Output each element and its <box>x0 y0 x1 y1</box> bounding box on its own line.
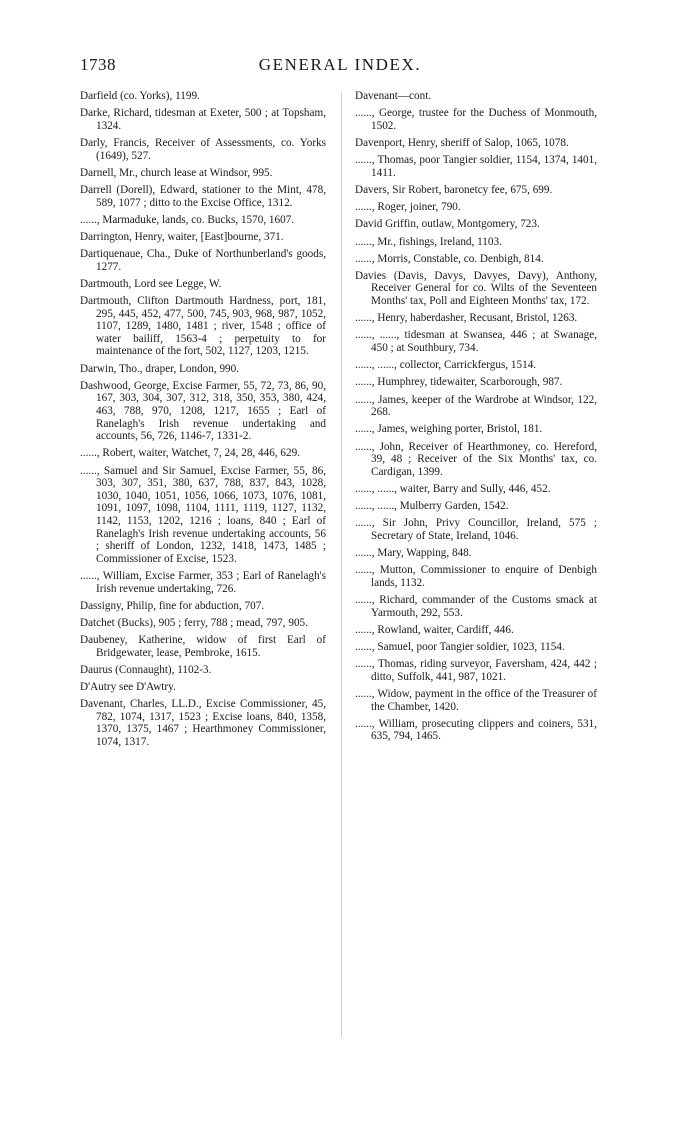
index-entry: ......, Rowland, waiter, Cardiff, 446. <box>355 623 514 636</box>
right-column <box>355 90 597 748</box>
index-entry: ......, ......, Mulberry Garden, 1542. <box>355 500 509 513</box>
index-entry: D'Autry see D'Awtry. <box>80 681 176 694</box>
index-entry: Darrington, Henry, waiter, [East]bourne, 371. <box>80 230 284 243</box>
index-entry: Darwin, Tho., draper, London, 990. <box>80 362 240 375</box>
index-entry: ......, James, weighing porter, Bristol, 181. <box>355 423 543 436</box>
index-entry: ......, William, prosecuting clippers and coiners, 531, 635, 794, 1465. <box>355 717 597 743</box>
index-entry: ......, Robert, waiter, Watchet, 7, 24, 28, 446, 629. <box>80 447 300 460</box>
index-entry: ......, Mr., fishings, Ireland, 1103. <box>355 235 502 248</box>
index-entry: Dashwood, George, Excise Farmer, 55, 72, 73, 86, 90, 167, 303, 304, 307, 312, 318, 350, 353, 380, 424, 463, 788, 970, 1208, 1217, 1655 ; Earl of Ranelagh's Irish revenue undertaking and accounts, 56, 726, 1146-7, 1331-2. <box>80 379 326 443</box>
index-entry: ......, ......, tidesman at Swansea, 446 ; at Swanage, 450 ; at Southbury, 734. <box>355 329 597 355</box>
index-entry: Darnell, Mr., church lease at Windsor, 995. <box>80 166 273 179</box>
index-entry: ......, ......, waiter, Barry and Sully, 446, 452. <box>355 482 551 495</box>
index-entry: ......, Mutton, Commissioner to enquire of Denbigh lands, 1132. <box>355 564 597 589</box>
index-entry: Dartmouth, Clifton Dartmouth Hardness, port, 181, 295, 445, 452, 477, 500, 745, 903, 968, 987, 1052, 1107, 1289, 1480, 1481 ; river, 1548 ; office of water bailiff, 1563-4 ; perpetuity to for maintenance of the fort, 502, 1127, 1203, 1215. <box>80 295 326 358</box>
index-entry: Davies (Davis, Davys, Davyes, Davy), Anthony, Receiver General for co. Wilts of the Seventeen Months' tax, Poll and Eighteen Months' tax, 172. <box>355 269 597 308</box>
index-entry: ......, Henry, haberdasher, Recusant, Bristol, 1263. <box>355 312 578 325</box>
watermark-stamp-left <box>35 552 62 572</box>
index-entry: Dartiquenaue, Cha., Duke of Northunberland's goods, 1277. <box>80 248 326 273</box>
index-entry: ......, Sir John, Privy Councillor, Ireland, 575 ; Secretary of State, Ireland, 1046. <box>355 517 597 542</box>
index-entry: ......, Marmaduke, lands, co. Bucks, 1570, 1607. <box>80 213 295 226</box>
index-entry: ......, Mary, Wapping, 848. <box>355 547 472 560</box>
index-entry: Dartmouth, Lord see Legge, W. <box>80 277 222 290</box>
index-entry: ......, George, trustee for the Duchess of Monmouth, 1502. <box>355 107 597 132</box>
index-entry: Davenant—cont. <box>355 90 432 102</box>
index-entry: Davers, Sir Robert, baronetcy fee, 675, 699. <box>355 183 553 196</box>
page-number: 1738 <box>80 55 116 74</box>
index-entry: ......, John, Receiver of Hearthmoney, co. Hereford, 39, 48 ; Receiver of the Six Months' tax, co. Cardigan, 1399. <box>355 440 597 478</box>
index-entry: Darke, Richard, tidesman at Exeter, 500 ; at Topsham, 1324. <box>80 107 326 132</box>
index-entry: Darly, Francis, Receiver of Assessments, co. Yorks (1649), 527. <box>80 136 326 162</box>
page-header <box>80 55 600 81</box>
index-entry: ......, ......, collector, Carrickfergus, 1514. <box>355 359 537 372</box>
index-entry: ......, Humphrey, tidewaiter, Scarborough, 987. <box>355 376 563 389</box>
index-entry: ......, Richard, commander of the Customs smack at Yarmouth, 292, 553. <box>355 594 597 619</box>
index-entry: ......, Thomas, riding surveyor, Faversham, 424, 442 ; ditto, Suffolk, 441, 987, 1021. <box>355 658 597 683</box>
index-entry: David Griffin, outlaw, Montgomery, 723. <box>355 218 540 231</box>
index-entry: ......, Thomas, poor Tangier soldier, 1154, 1374, 1401, 1411. <box>355 154 597 179</box>
left-column <box>80 90 326 753</box>
index-entry: Dassigny, Philip, fine for abduction, 707. <box>80 599 265 612</box>
index-entry: ......, Samuel, poor Tangier soldier, 1023, 1154. <box>355 641 565 654</box>
index-entry: Davenport, Henry, sheriff of Salop, 1065, 1078. <box>355 136 569 149</box>
index-entry: ......, Widow, payment in the office of the Treasurer of the Chamber, 1420. <box>355 688 597 713</box>
index-entry: ......, Roger, joiner, 790. <box>355 201 461 214</box>
index-entry: ......, Morris, Constable, co. Denbigh, 814. <box>355 252 544 265</box>
index-entry: ......, William, Excise Farmer, 353 ; Earl of Ranelagh's Irish revenue undertaking, 726. <box>80 569 326 595</box>
index-entry: Daubeney, Katherine, widow of first Earl of Bridgewater, lease, Pembroke, 1615. <box>80 634 326 659</box>
index-entry: ......, Samuel and Sir Samuel, Excise Farmer, 55, 86, 303, 307, 351, 380, 637, 788, 837, 843, 1028, 1030, 1040, 1051, 1056, 1066, 1073, 1076, 1081, 1091, 1097, 1098, 1104, 1111, 1119, 1127, 1132, 1142, 1153, 1202, 1216 ; loans, 840 ; Earl of Ranelagh's Irish revenue undertaking accounts, 56 ; sheriff of London, 1232, 1418, 1473, 1485 ; Commissioner of Excise, 1523. <box>80 464 326 565</box>
column-divider <box>341 92 342 1037</box>
page-title: GENERAL INDEX. <box>258 55 422 74</box>
index-entry: Davenant, Charles, LL.D., Excise Commissioner, 45, 782, 1074, 1317, 1523 ; Excise loans, 840, 1358, 1370, 1375, 1467 ; Hearthmoney Commissioner, 1074, 1317. <box>80 698 326 748</box>
index-entry: Datchet (Bucks), 905 ; ferry, 788 ; mead, 797, 905. <box>80 616 308 629</box>
index-entry: ......, James, keeper of the Wardrobe at Windsor, 122, 268. <box>355 393 597 419</box>
index-entry: Darrell (Dorell), Edward, stationer to the Mint, 478, 589, 1077 ; ditto to the Excise Office, 1312. <box>80 183 326 209</box>
index-entry: Darfield (co. Yorks), 1199. <box>80 90 200 102</box>
index-entry: Daurus (Connaught), 1102-3. <box>80 663 212 676</box>
